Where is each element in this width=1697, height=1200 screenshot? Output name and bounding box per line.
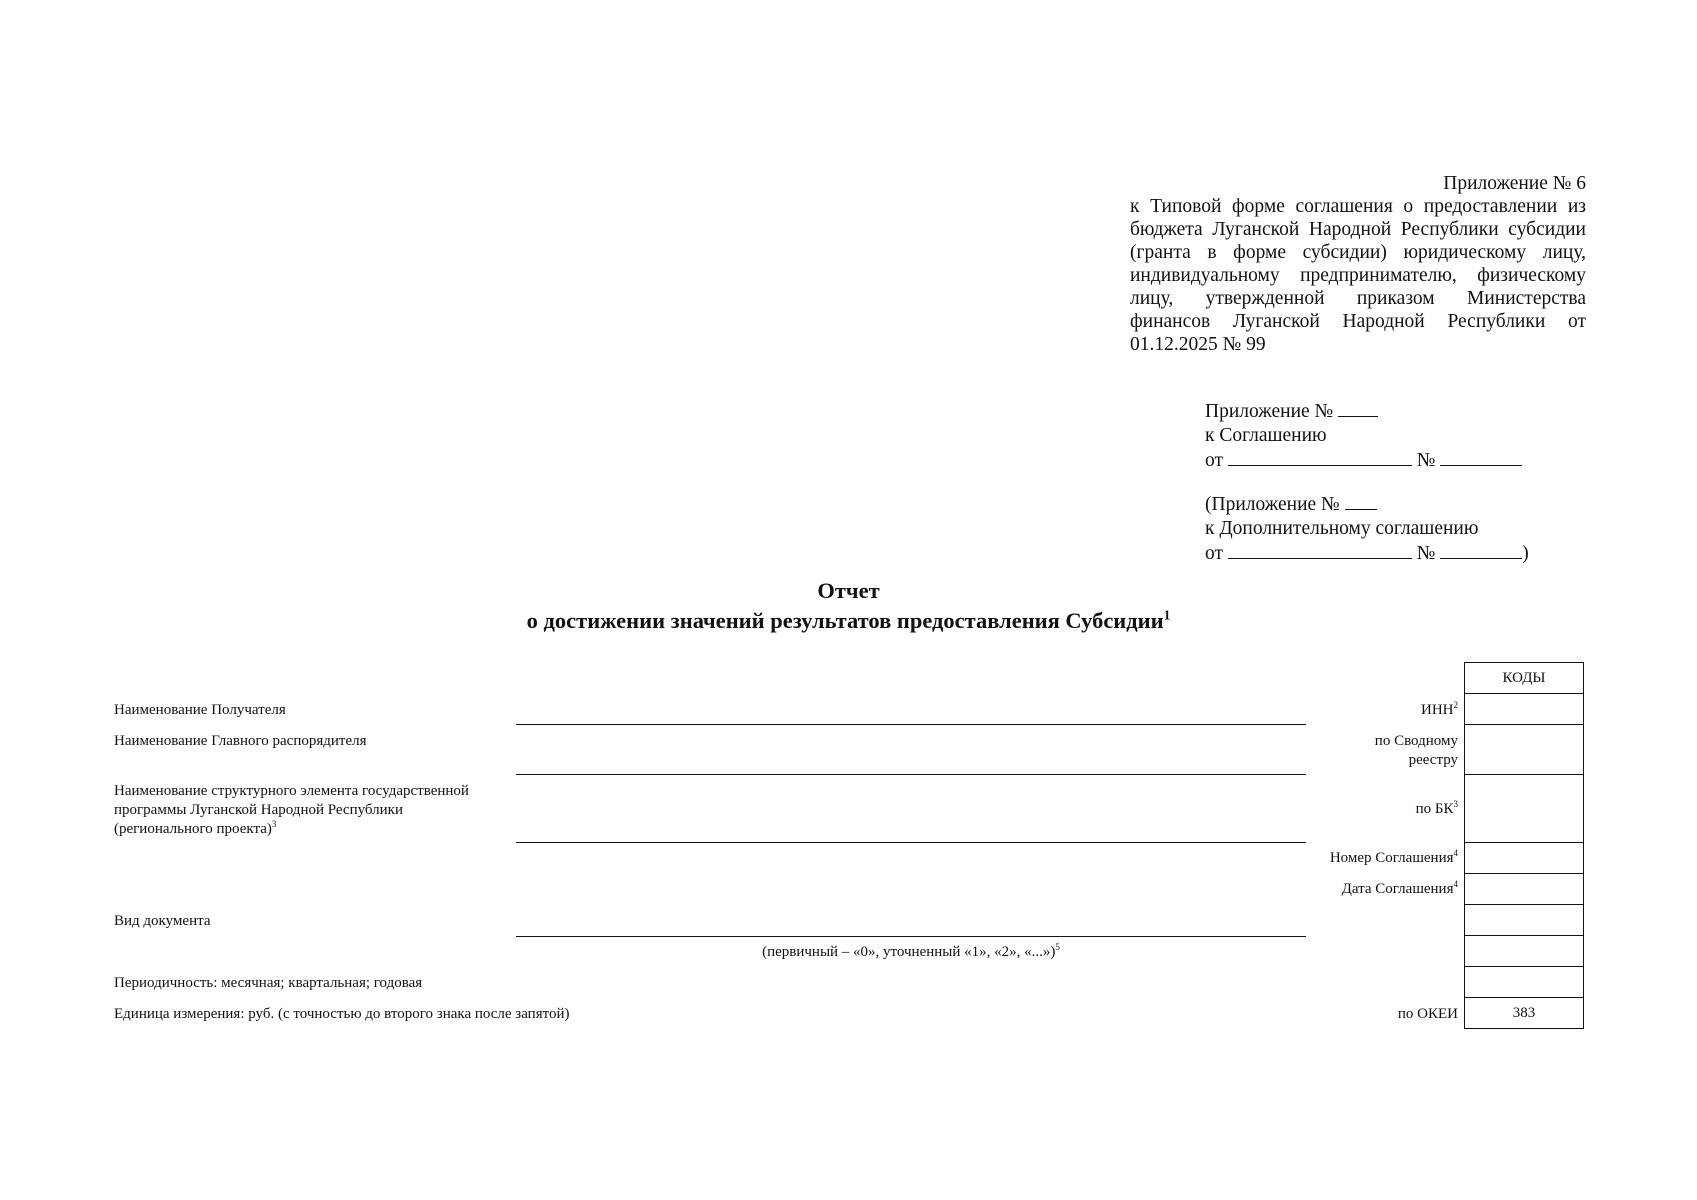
- struct-element-field[interactable]: [516, 842, 1306, 843]
- agreement-number-code-cell[interactable]: [1465, 843, 1584, 874]
- okei-code-cell: 383: [1465, 998, 1584, 1029]
- recipient-label: Наименование Получателя: [114, 702, 286, 718]
- annex-add-number-field[interactable]: [1345, 491, 1377, 510]
- annex-agreement-block: [1205, 398, 1565, 473]
- periodicity-label: Периодичность: месячная; квартальная; годовая: [114, 975, 423, 991]
- agreement-date-label-text: Дата Соглашения: [1341, 881, 1454, 897]
- annex-add-to-label: к Дополнительному соглашению: [1205, 517, 1479, 539]
- annex-add-number-label: (Приложение №: [1205, 494, 1340, 515]
- annex-date-field[interactable]: [1228, 447, 1412, 466]
- annex-number-field[interactable]: [1338, 398, 1378, 417]
- approval-block: [1130, 172, 1586, 356]
- svod-registry-line1: по Сводному: [1374, 733, 1458, 749]
- agreement-date-footnote: 4: [1453, 879, 1458, 889]
- doc-type-code-cell[interactable]: [1465, 905, 1584, 936]
- struct-element-line2: программы Луганской Народной Республики: [114, 802, 403, 818]
- annex-add-date-field[interactable]: [1228, 540, 1412, 559]
- main-manager-field[interactable]: [516, 774, 1306, 775]
- recipient-field[interactable]: [516, 724, 1306, 725]
- struct-element-label: [114, 782, 469, 839]
- approval-annex-number: Приложение № 6: [1443, 173, 1586, 194]
- annex-from-label: от: [1205, 450, 1224, 471]
- doc-type-hint-text: (первичный – «0», уточненный «1», «2», «...»): [762, 944, 1056, 960]
- codes-table: [1464, 662, 1584, 1029]
- struct-element-line3: (регионального проекта): [114, 821, 272, 837]
- agreement-date-label: [1240, 880, 1458, 899]
- annex-add-no-label: №: [1416, 543, 1436, 564]
- inn-label-text: ИНН: [1421, 702, 1454, 718]
- report-title-line2: о достижении значений результатов предоставления Субсидии: [526, 608, 1164, 633]
- agreement-date-code-cell[interactable]: [1465, 874, 1584, 905]
- annex-number-label: Приложение №: [1205, 401, 1334, 422]
- annex-add-close-paren: ): [1522, 543, 1529, 564]
- annex-add-from-label: от: [1205, 543, 1224, 564]
- agreement-number-footnote: 4: [1453, 848, 1458, 858]
- doc-type-hint: [516, 943, 1306, 962]
- annex-to-agreement-label: к Соглашению: [1205, 424, 1327, 446]
- doc-type-field[interactable]: [516, 936, 1306, 937]
- agreement-number-label-text: Номер Соглашения: [1329, 850, 1454, 866]
- report-title-footnote: 1: [1163, 607, 1171, 623]
- inn-code-cell[interactable]: [1465, 694, 1584, 725]
- svod-registry-label: [1240, 732, 1458, 770]
- codes-header: КОДЫ: [1465, 663, 1584, 694]
- report-title-line1: Отчет: [817, 578, 880, 603]
- okei-label: по ОКЕИ: [1397, 1006, 1458, 1022]
- annex-no-label: №: [1416, 450, 1436, 471]
- report-title: [0, 576, 1697, 636]
- svod-registry-line2: реестру: [1408, 752, 1458, 768]
- inn-footnote: 2: [1453, 700, 1458, 710]
- doc-type-version-code-cell[interactable]: [1465, 936, 1584, 967]
- struct-element-line1: Наименование структурного элемента государственной: [114, 783, 469, 799]
- svod-registry-code-cell[interactable]: [1465, 725, 1584, 775]
- bk-label-text: по БК: [1415, 801, 1454, 817]
- doc-type-hint-footnote: 5: [1055, 942, 1060, 952]
- bk-label: [1240, 800, 1458, 819]
- annex-add-number2-field[interactable]: [1440, 540, 1522, 559]
- approval-text: к Типовой форме соглашения о предоставлении из бюджета Луганской Народной Республики субсидии (гранта в форме субсидии) юридическому лицу, индивидуальному предпринимателю, физическому лицу, утвержденной приказом Министерства финансов Луганской Народной Республики от 01.12.2025 № 99: [1130, 196, 1586, 355]
- main-manager-label: Наименование Главного распорядителя: [114, 733, 367, 749]
- bk-footnote: 3: [1453, 799, 1458, 809]
- periodicity-code-cell[interactable]: [1465, 967, 1584, 998]
- bk-code-cell[interactable]: [1465, 775, 1584, 843]
- annex-supplementary-block: [1205, 491, 1565, 566]
- doc-type-label: Вид документа: [114, 913, 211, 929]
- agreement-number-label: [1240, 849, 1458, 868]
- annex-agreement-number-field[interactable]: [1440, 447, 1522, 466]
- inn-label: [1240, 701, 1458, 720]
- unit-label: Единица измерения: руб. (с точностью до второго знака после запятой): [114, 1006, 570, 1022]
- struct-element-footnote: 3: [271, 819, 277, 829]
